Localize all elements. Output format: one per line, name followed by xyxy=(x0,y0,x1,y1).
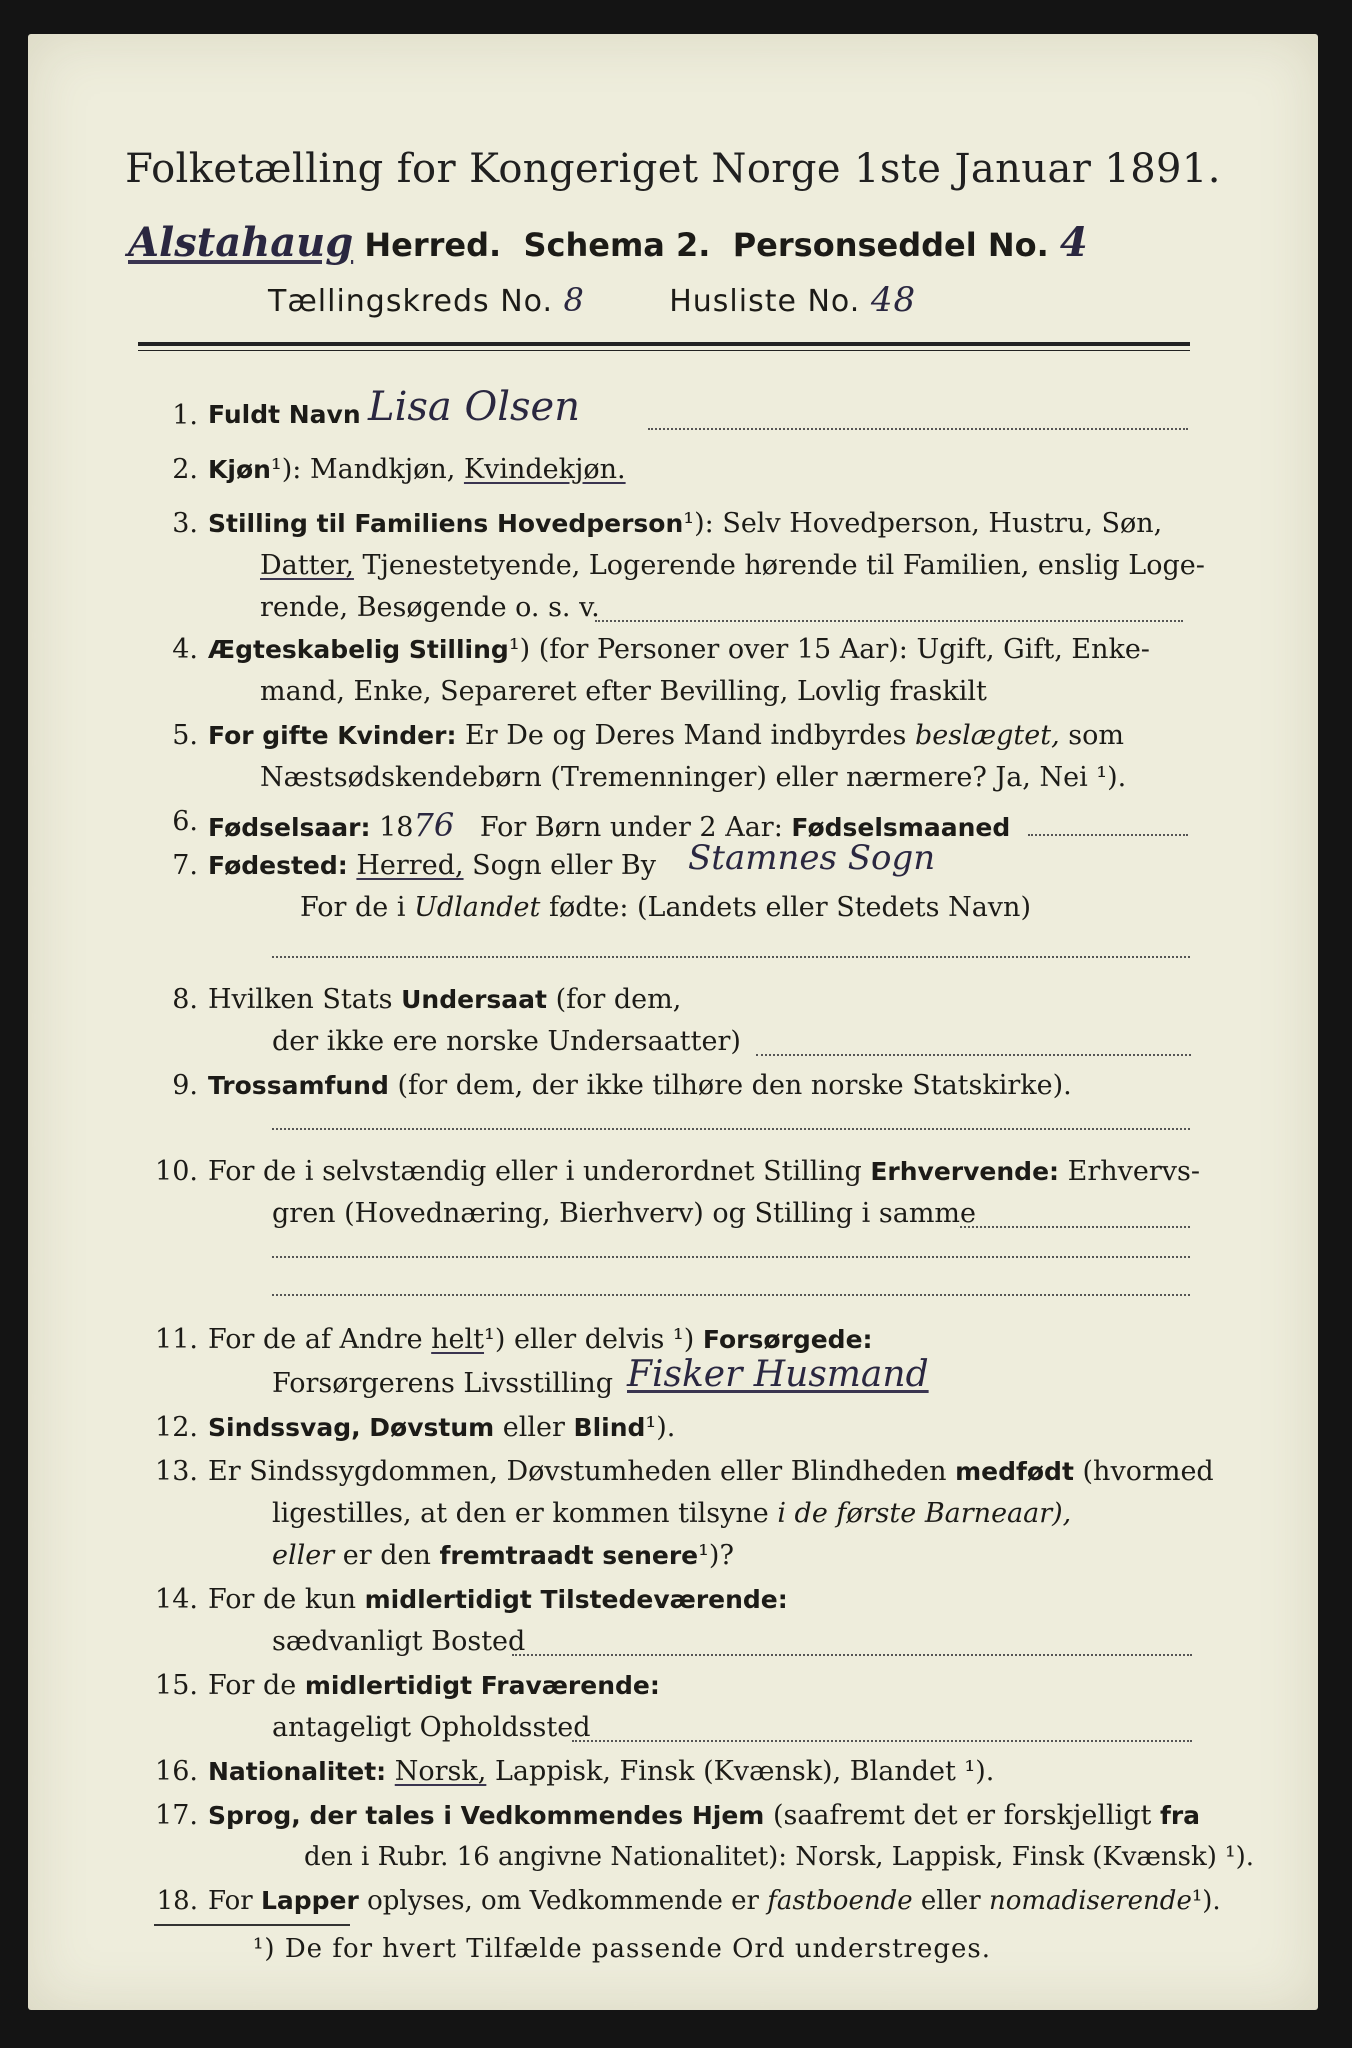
item-text: antageligt Opholdssted xyxy=(272,1712,591,1743)
item-text: For Børn under 2 Aar: xyxy=(479,812,783,843)
herred-label: Herred. xyxy=(364,226,502,264)
item-text: (for dem, der ikke tilhøre den norske Statskirke). xyxy=(397,1070,1072,1101)
item-8-line2 xyxy=(272,1026,1318,1057)
tellingskreds-label: Tællingskreds No. xyxy=(268,284,553,319)
item-text: For de xyxy=(208,1670,297,1701)
item-5-line2 xyxy=(260,762,1318,793)
item-text: (saafremt det er forskjelligt xyxy=(772,1800,1152,1831)
selected-option: Kvindekjøn. xyxy=(463,454,626,485)
item-text-italic: i de første Barneaar), xyxy=(777,1498,1072,1529)
husliste-no: 48 xyxy=(870,280,917,320)
item-number: 14. xyxy=(155,1584,198,1615)
answer-line xyxy=(756,1054,1191,1056)
birthplace-answer: Stamnes Sogn xyxy=(688,838,936,878)
item-text: ¹): Mandkjøn, xyxy=(270,454,456,485)
item-text: mand, Enke, Separeret efter Bevilling, Lovlig fraskilt xyxy=(260,676,987,707)
item-number: 6. xyxy=(172,806,198,837)
item-text: gren (Hovednæring, Bierhverv) og Stilling i samme xyxy=(272,1198,977,1229)
selected-option: Herred, xyxy=(356,850,464,881)
year-prefix: 18 xyxy=(379,812,414,843)
item-10-line2 xyxy=(272,1198,1318,1229)
item-number: 12. xyxy=(155,1412,198,1443)
item-number: 7. xyxy=(172,850,198,881)
selected-option: Datter, xyxy=(260,550,354,581)
item-text: Næstsødskendebørn (Tremenninger) eller nærmere? Ja, Nei ¹). xyxy=(260,762,1127,793)
answer-line xyxy=(960,1226,1190,1228)
item-text: Sogn eller By xyxy=(472,850,656,881)
answer-line xyxy=(1028,834,1188,836)
item-label: Nationalitet: xyxy=(208,1757,387,1786)
item-text: Hvilken Stats xyxy=(208,984,393,1015)
selected-option: Norsk, xyxy=(394,1756,487,1787)
name-answer: Lisa Olsen xyxy=(368,384,580,430)
item-text: (for dem, xyxy=(555,984,682,1015)
item-text: For xyxy=(208,1886,253,1916)
item-number: 11. xyxy=(155,1324,198,1355)
selected-option: helt xyxy=(431,1324,485,1355)
item-number: 17. xyxy=(155,1800,198,1831)
herred-name: Alstahaug xyxy=(128,219,354,266)
item-label: Fødselsaar: xyxy=(208,813,371,842)
schema-label: Schema 2. xyxy=(523,226,711,264)
item-label: Undersaat xyxy=(401,985,547,1014)
item-text: For de kun xyxy=(208,1584,356,1615)
item-11-line2 xyxy=(272,1354,1318,1399)
item-14-line2 xyxy=(272,1626,1318,1657)
item-label: fremtraadt senere xyxy=(439,1541,699,1570)
item-text: ¹): Selv Hovedperson, Hustru, Søn, xyxy=(683,508,1163,539)
item-15-line2 xyxy=(272,1712,1318,1743)
item-number: 9. xyxy=(172,1070,198,1101)
item-label: Fuldt Navn xyxy=(208,400,361,429)
item-text: Lappisk, Finsk (Kvænsk), Blandet ¹). xyxy=(494,1756,995,1787)
item-text: ¹) eller delvis ¹) xyxy=(484,1324,695,1355)
birth-year-answer: 76 xyxy=(413,806,455,844)
item-text: For de i xyxy=(300,892,406,923)
item-label: Fødselsmaaned xyxy=(791,813,1011,842)
answer-line xyxy=(272,1294,1190,1296)
item-text: Er Sindssygdommen, Døvstumheden eller Blindheden xyxy=(208,1456,947,1487)
item-text: der ikke ere norske Undersaatter) xyxy=(272,1026,741,1057)
item-text: Forsørgerens Livsstilling xyxy=(272,1368,614,1399)
item-label: Stilling til Familiens Hovedperson xyxy=(208,509,684,538)
item-4-line2 xyxy=(260,676,1318,707)
item-13-line3 xyxy=(272,1540,1318,1571)
item-number: 3. xyxy=(172,508,198,539)
footnote: ¹) De for hvert Tilfælde passende Ord understreges. xyxy=(253,1934,992,1964)
item-text: er den xyxy=(342,1540,431,1571)
item-label: midlertidigt Fraværende: xyxy=(304,1671,660,1700)
form-title: Folketælling for Kongeriget Norge 1ste Januar 1891. xyxy=(125,146,1221,192)
footnote-rule xyxy=(154,1924,350,1926)
item-label: Sindssvag, Døvstum xyxy=(208,1413,495,1442)
item-number: 13. xyxy=(155,1456,198,1487)
answer-line xyxy=(572,1740,1192,1742)
item-text: Er De og Deres Mand indbyrdes xyxy=(465,720,907,751)
item-number: 2. xyxy=(172,454,198,485)
item-text: oplyses, om Vedkommende er xyxy=(367,1886,759,1916)
item-number: 16. xyxy=(155,1756,198,1787)
item-text: fødte: (Landets eller Stedets Navn) xyxy=(548,892,1031,923)
item-label: midlertidigt Tilstedeværende: xyxy=(364,1585,788,1614)
herred-line xyxy=(128,219,1088,266)
answer-line xyxy=(272,1128,1190,1130)
item-number: 1. xyxy=(172,400,198,431)
item-text: den i Rubr. 16 angivne Nationalitet): Norsk, Lappisk, Finsk (Kvænsk) ¹). xyxy=(304,1842,1255,1872)
husliste-label: Husliste No. xyxy=(669,284,861,319)
item-17-line2 xyxy=(304,1842,1318,1872)
item-label: fra xyxy=(1159,1801,1201,1830)
personseddel-no: 4 xyxy=(1059,219,1088,266)
item-text: Erhvervs- xyxy=(1067,1156,1201,1187)
item-text: som xyxy=(1068,720,1124,751)
item-label: Blind xyxy=(573,1413,646,1442)
item-number: 5. xyxy=(172,720,198,751)
item-label: Sprog, der tales i Vedkommendes Hjem xyxy=(208,1801,765,1830)
tellingskreds-no: 8 xyxy=(563,281,585,319)
item-text: sædvanligt Bosted xyxy=(272,1626,526,1657)
item-text-italic: nomadiserende xyxy=(989,1886,1192,1916)
item-label: Ægteskabelig Stilling xyxy=(208,635,509,664)
item-3-line3 xyxy=(260,592,1318,623)
answer-line xyxy=(512,1654,1192,1656)
answer-line xyxy=(595,620,1183,622)
kreds-line xyxy=(268,280,916,320)
item-label: Forsørgede: xyxy=(702,1325,873,1354)
item-number: 18. xyxy=(156,1886,198,1916)
item-text: For de i selvstændig eller i underordnet Stilling xyxy=(208,1156,862,1187)
item-text-italic: Udlandet xyxy=(414,892,541,923)
item-number: 15. xyxy=(155,1670,198,1701)
item-text-italic: fastboende xyxy=(767,1886,913,1916)
item-13-line2 xyxy=(272,1498,1318,1529)
item-text: Tjenestetyende, Logerende hørende til Familien, enslig Loge- xyxy=(362,550,1205,581)
item-label: For gifte Kvinder: xyxy=(208,721,457,750)
item-label: Trossamfund xyxy=(208,1071,389,1100)
personseddel-label: Personseddel No. xyxy=(732,226,1049,264)
item-text: eller xyxy=(920,1886,981,1916)
item-text: ¹). xyxy=(1191,1886,1221,1916)
item-3-line2 xyxy=(260,550,1318,581)
item-label: Lapper xyxy=(260,1886,359,1915)
item-label: medfødt xyxy=(955,1457,1074,1486)
answer-line xyxy=(272,1256,1190,1258)
header-rule xyxy=(138,342,1190,346)
item-7-line2 xyxy=(300,892,1318,923)
item-text: ligestilles, at den er kommen tilsyne xyxy=(272,1498,769,1529)
provider-occupation-answer: Fisker Husmand xyxy=(627,1354,929,1395)
census-form xyxy=(28,34,1318,2010)
answer-line xyxy=(648,428,1188,430)
answer-line xyxy=(272,956,1190,958)
item-text-italic: beslægtet, xyxy=(914,720,1060,751)
item-label: Kjøn xyxy=(208,455,271,484)
item-text: For de af Andre xyxy=(208,1324,423,1355)
item-text: rende, Besøgende o. s. v. xyxy=(260,592,600,623)
item-text: eller xyxy=(502,1412,565,1443)
item-text: ¹)? xyxy=(698,1540,734,1571)
item-number: 8. xyxy=(172,984,198,1015)
item-label: Erhvervende: xyxy=(870,1157,1060,1186)
item-text: (hvormed xyxy=(1082,1456,1214,1487)
item-label: Fødested: xyxy=(208,851,348,880)
item-number: 4. xyxy=(172,634,198,665)
item-number: 10. xyxy=(155,1156,198,1187)
item-text: ¹) (for Personer over 15 Aar): Ugift, Gift, Enke- xyxy=(508,634,1150,665)
header-rule-thin xyxy=(138,350,1190,351)
item-text-italic: eller xyxy=(272,1540,335,1571)
item-text: ¹). xyxy=(645,1412,676,1443)
